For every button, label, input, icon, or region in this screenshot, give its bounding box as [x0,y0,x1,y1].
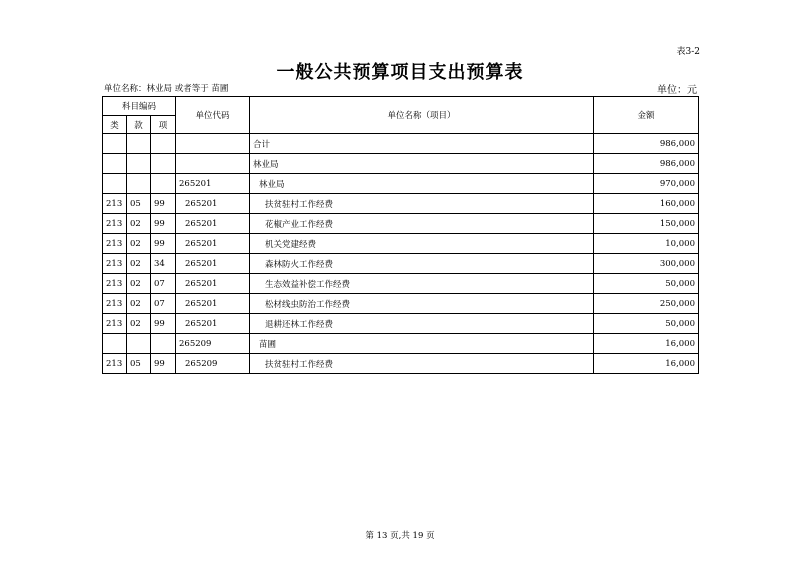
header-subject-code: 科目编码 [103,97,176,116]
table-row [103,274,699,294]
cell-amount: 970,000 [594,174,699,194]
cell-amount: 16,000 [594,354,699,374]
cell-unit-code: 265201 [176,234,250,254]
cell-xiang: 07 [151,294,176,314]
cell-kuan: 02 [127,234,151,254]
header-unit-project-name: 单位名称（项目） [250,97,594,134]
cell-amount: 986,000 [594,134,699,154]
cell-name: 花椒产业工作经费 [250,214,594,234]
cell-xiang [151,134,176,154]
cell-xiang [151,154,176,174]
header-xiang: 项 [151,116,176,134]
table-row [103,174,699,194]
cell-amount: 160,000 [594,194,699,214]
budget-table [102,96,699,374]
cell-xiang: 07 [151,274,176,294]
cell-name: 松材线虫防治工作经费 [250,294,594,314]
table-header-row [103,97,699,116]
cell-xiang: 99 [151,194,176,214]
cell-kuan [127,134,151,154]
cell-unit-code: 265201 [176,194,250,214]
table-row [103,234,699,254]
cell-lei: 213 [103,254,127,274]
cell-xiang: 99 [151,234,176,254]
cell-lei: 213 [103,274,127,294]
table-row [103,354,699,374]
cell-name: 合计 [250,134,594,154]
cell-kuan [127,334,151,354]
unit-name-label: 单位名称：林业局 或者等于 苗圃 [104,84,229,94]
table-row [103,294,699,314]
cell-lei [103,134,127,154]
cell-amount: 16,000 [594,334,699,354]
cell-lei [103,334,127,354]
cell-lei: 213 [103,234,127,254]
cell-name: 森林防火工作经费 [250,254,594,274]
currency-unit-label: 单位：元 [657,85,697,96]
cell-unit-code: 265209 [176,354,250,374]
cell-name: 扶贫驻村工作经费 [250,194,594,214]
cell-name: 机关党建经费 [250,234,594,254]
table-row [103,254,699,274]
cell-kuan: 02 [127,314,151,334]
cell-lei: 213 [103,194,127,214]
cell-unit-code: 265209 [176,334,250,354]
header-amount: 金额 [594,97,699,134]
cell-name: 苗圃 [250,334,594,354]
cell-kuan: 05 [127,194,151,214]
cell-unit-code: 265201 [176,274,250,294]
cell-xiang: 34 [151,254,176,274]
cell-name: 林业局 [250,154,594,174]
cell-unit-code: 265201 [176,294,250,314]
table-row [103,194,699,214]
cell-xiang: 99 [151,314,176,334]
header-kuan: 款 [127,116,151,134]
cell-lei: 213 [103,314,127,334]
header-lei: 类 [103,116,127,134]
cell-unit-code: 265201 [176,254,250,274]
table-code: 表3-2 [676,47,700,57]
cell-lei: 213 [103,294,127,314]
table-row [103,314,699,334]
cell-amount: 10,000 [594,234,699,254]
cell-lei [103,174,127,194]
cell-amount: 50,000 [594,314,699,334]
cell-amount: 300,000 [594,254,699,274]
cell-kuan [127,174,151,194]
table-row [103,134,699,154]
page-footer: 第 13 页,共 19 页 [365,531,435,541]
page-title: 一般公共预算项目支出预算表 [276,62,524,83]
cell-lei: 213 [103,214,127,234]
cell-xiang [151,334,176,354]
cell-amount: 250,000 [594,294,699,314]
cell-name: 林业局 [250,174,594,194]
cell-unit-code: 265201 [176,174,250,194]
cell-xiang: 99 [151,354,176,374]
cell-kuan: 05 [127,354,151,374]
cell-name: 退耕还林工作经费 [250,314,594,334]
cell-name: 生态效益补偿工作经费 [250,274,594,294]
cell-unit-code [176,134,250,154]
cell-kuan: 02 [127,294,151,314]
cell-lei [103,154,127,174]
cell-unit-code [176,154,250,174]
cell-kuan: 02 [127,214,151,234]
cell-kuan: 02 [127,274,151,294]
cell-amount: 50,000 [594,274,699,294]
cell-xiang [151,174,176,194]
cell-lei: 213 [103,354,127,374]
header-unit-code: 单位代码 [176,97,250,134]
cell-kuan [127,154,151,174]
cell-kuan: 02 [127,254,151,274]
table-row [103,214,699,234]
table-row [103,154,699,174]
cell-amount: 150,000 [594,214,699,234]
table-row [103,334,699,354]
cell-name: 扶贫驻村工作经费 [250,354,594,374]
cell-unit-code: 265201 [176,214,250,234]
cell-xiang: 99 [151,214,176,234]
cell-unit-code: 265201 [176,314,250,334]
cell-amount: 986,000 [594,154,699,174]
